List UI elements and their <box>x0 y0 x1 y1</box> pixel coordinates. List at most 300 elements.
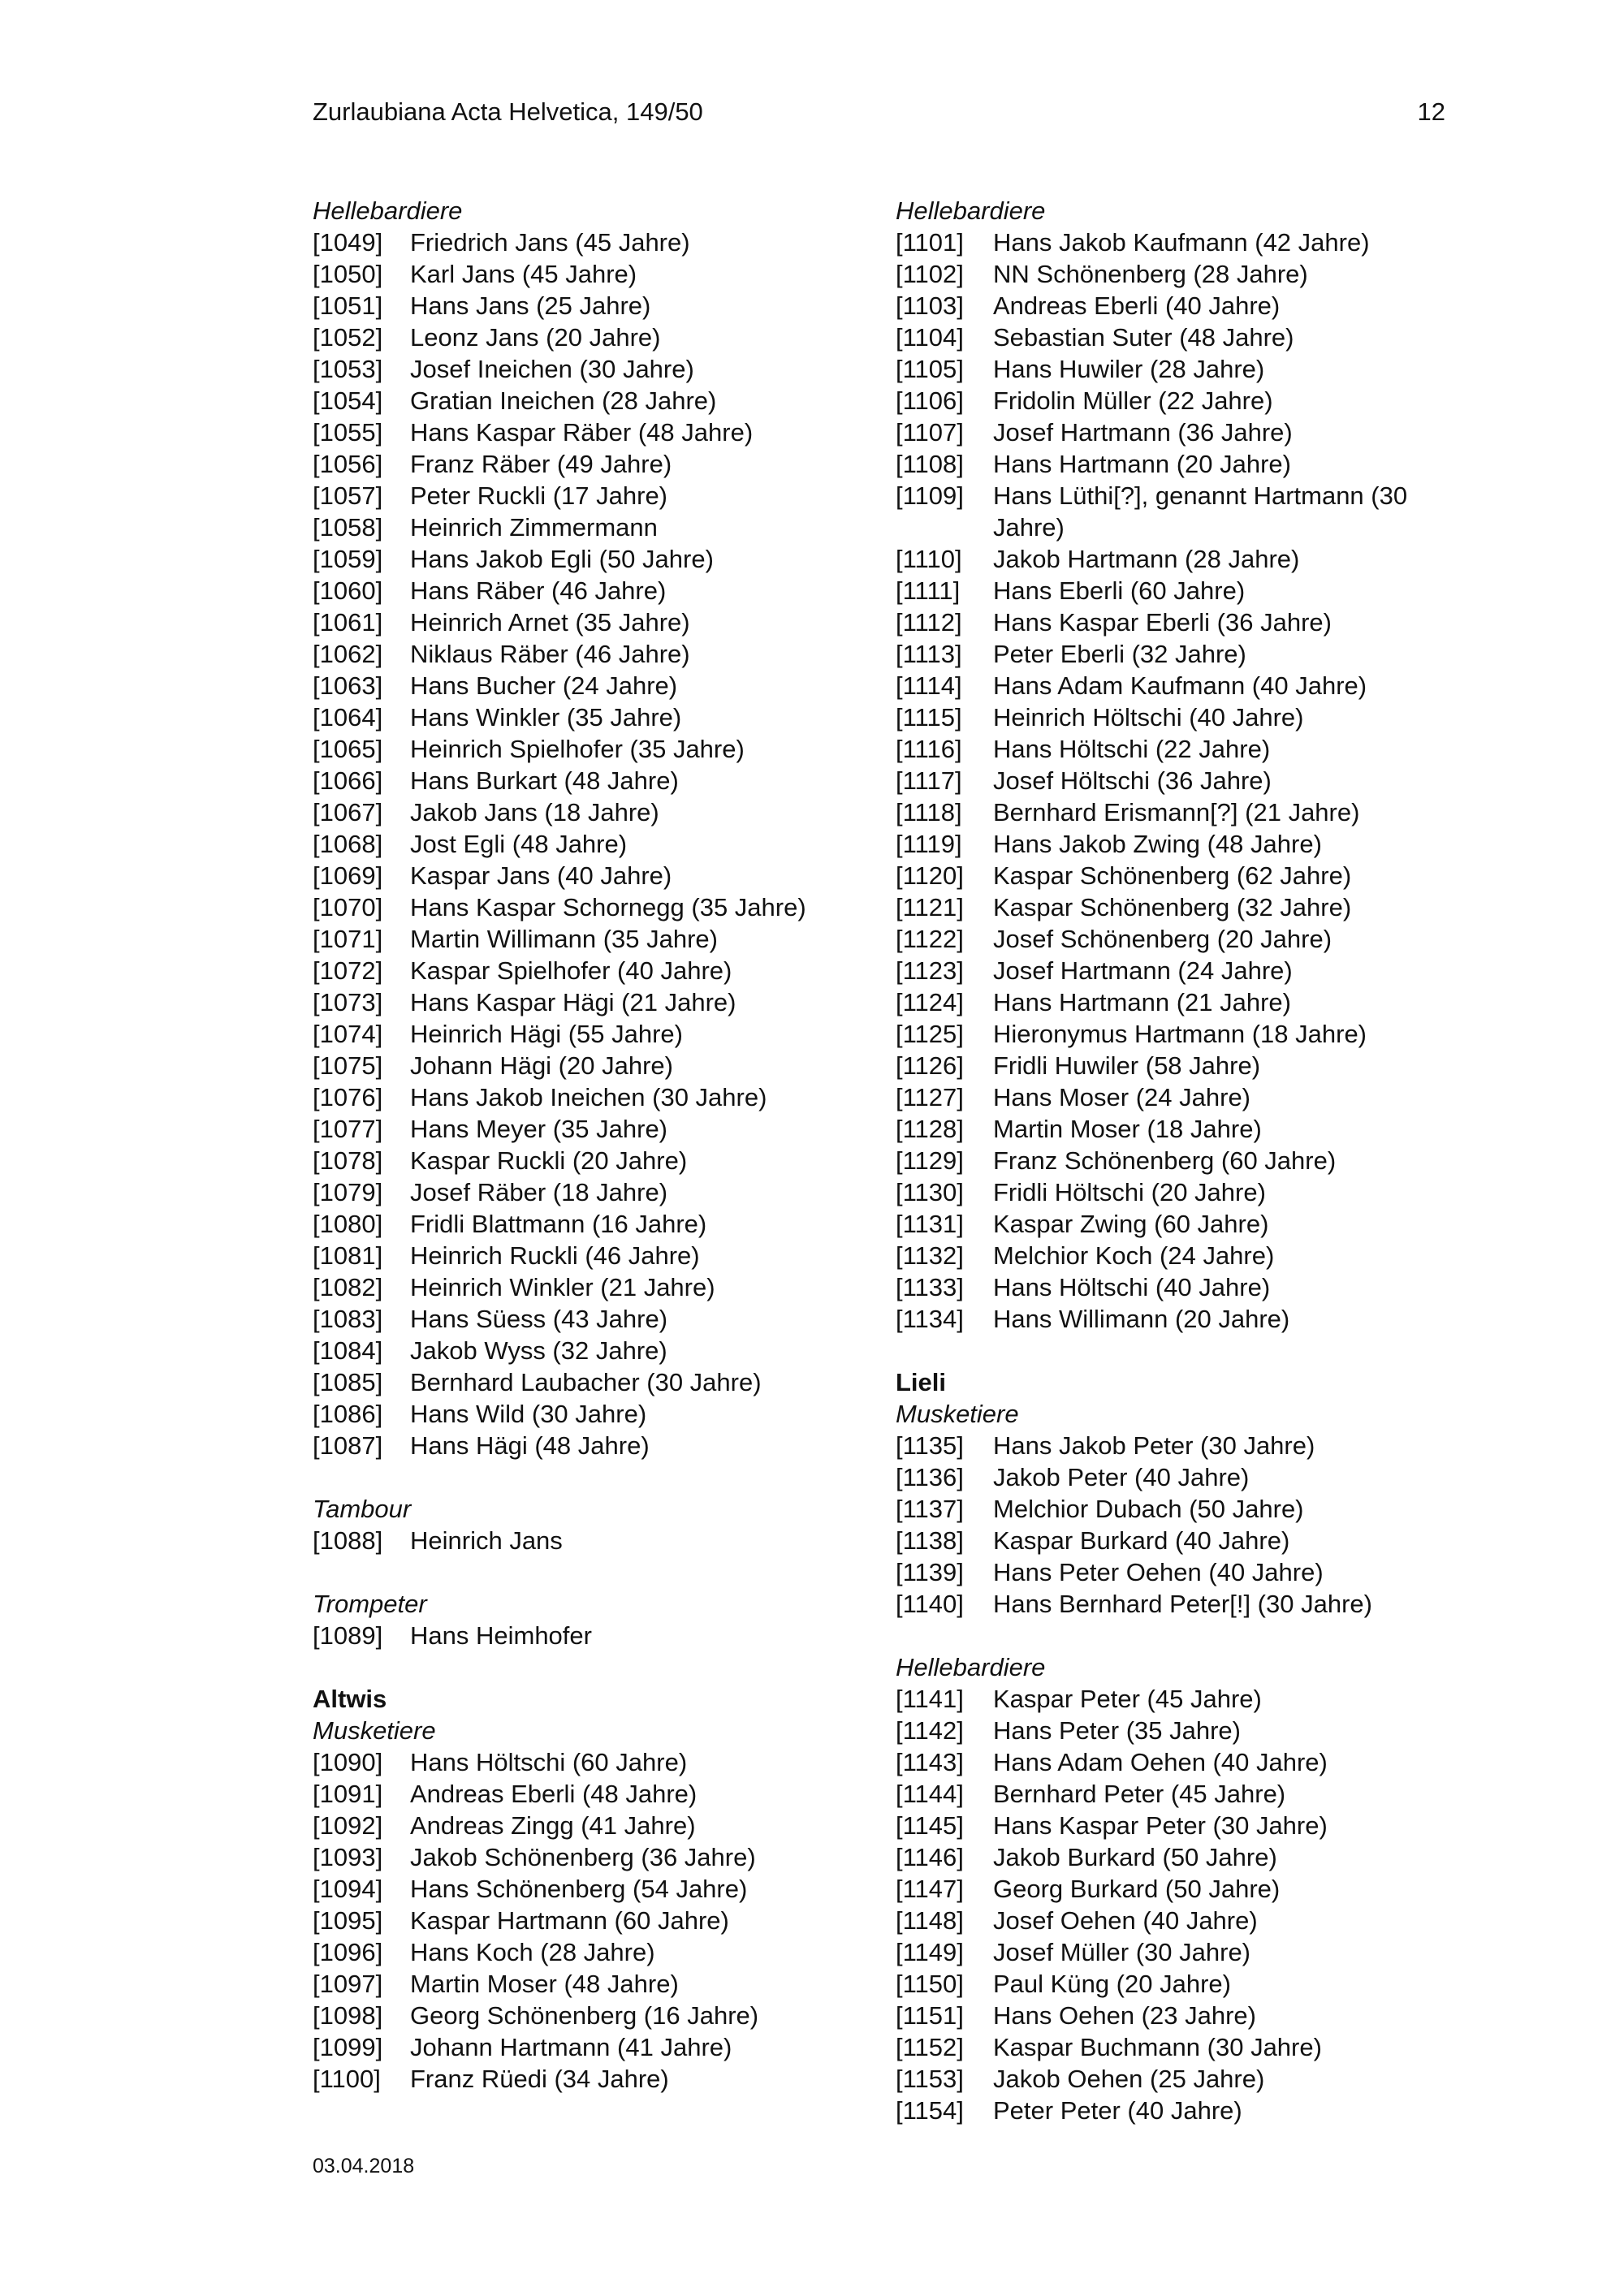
entry-name: Kaspar Buchmann (30 Jahre) <box>993 2033 1322 2061</box>
entry-name: Melchior Koch (24 Jahre) <box>993 1241 1275 1270</box>
entry-name: Georg Burkard (50 Jahre) <box>993 1875 1281 1903</box>
entry-name: Jakob Jans (18 Jahre) <box>410 798 659 826</box>
running-header-title: Zurlaubiana Acta Helvetica, 149/50 <box>313 97 703 126</box>
list-item <box>313 1018 865 1050</box>
page-number: 12 <box>1417 97 1445 126</box>
entry-name: Martin Moser (18 Jahre) <box>993 1115 1262 1143</box>
entry-number: [1136] <box>896 1463 964 1491</box>
section-spacer <box>896 1620 1448 1651</box>
entry-number: [1055] <box>313 418 383 447</box>
entry-number: [1110] <box>896 545 962 573</box>
entry-name: Josef Ineichen (30 Jahre) <box>410 355 694 383</box>
entry-number: [1090] <box>313 1748 383 1776</box>
entry-name: Peter Ruckli (17 Jahre) <box>410 481 668 510</box>
entry-name: Hans Hägi (48 Jahre) <box>410 1431 650 1460</box>
entry-name: Hans Bucher (24 Jahre) <box>410 671 678 700</box>
list-item <box>896 543 1448 575</box>
entry-number: [1127] <box>896 1083 964 1111</box>
list-item <box>313 986 865 1018</box>
entry-name: Hans Kaspar Eberli (36 Jahre) <box>993 608 1332 637</box>
list-item <box>313 860 865 891</box>
entry-name: Hans Höltschi (22 Jahre) <box>993 735 1271 763</box>
entry-number: [1098] <box>313 2001 383 2030</box>
entry-number: [1125] <box>896 1020 964 1048</box>
entry-number: [1087] <box>313 1431 383 1460</box>
entry-number: [1153] <box>896 2065 964 2093</box>
list-item <box>313 290 865 322</box>
entry-number: [1076] <box>313 1083 383 1111</box>
entry-name: Bernhard Peter (45 Jahre) <box>993 1780 1286 1808</box>
list-item <box>896 765 1448 796</box>
entry-name: Hans Willimann (20 Jahre) <box>993 1305 1290 1333</box>
entry-name: Jakob Wyss (32 Jahre) <box>410 1336 667 1365</box>
entry-number: [1064] <box>313 703 383 732</box>
list-item <box>896 2000 1448 2031</box>
list-item <box>313 923 865 955</box>
entry-name: Hans Burkart (48 Jahre) <box>410 766 679 795</box>
list-item <box>313 353 865 385</box>
list-item <box>313 416 865 448</box>
entry-name: Hans Peter (35 Jahre) <box>993 1716 1241 1745</box>
list-item <box>313 543 865 575</box>
entry-name: Hans Hartmann (21 Jahre) <box>993 988 1291 1016</box>
list-item <box>896 1873 1448 1905</box>
role-heading: Tambour <box>313 1495 412 1523</box>
entry-number: [1148] <box>896 1906 964 1935</box>
entry-number: [1070] <box>313 893 383 921</box>
entry-name: Jakob Peter (40 Jahre) <box>993 1463 1250 1491</box>
entry-name: Paul Küng (20 Jahre) <box>993 1970 1231 1998</box>
list-item <box>313 1176 865 1208</box>
list-item <box>896 1968 1448 2000</box>
list-item <box>896 1525 1448 1556</box>
entry-name: Friedrich Jans (45 Jahre) <box>410 228 690 257</box>
entry-number: [1058] <box>313 513 383 542</box>
list-item <box>313 385 865 416</box>
right-column <box>896 195 1448 2126</box>
entry-number: [1103] <box>896 291 964 320</box>
entry-number: [1131] <box>896 1210 964 1238</box>
entry-name: Hans Jakob Peter (30 Jahre) <box>993 1431 1315 1460</box>
list-item <box>896 1430 1448 1461</box>
entry-name: Bernhard Laubacher (30 Jahre) <box>410 1368 762 1396</box>
entry-number: [1144] <box>896 1780 964 1808</box>
entry-name: Georg Schönenberg (16 Jahre) <box>410 2001 759 2030</box>
list-item <box>896 1018 1448 1050</box>
entry-name: Hans Süess (43 Jahre) <box>410 1305 668 1333</box>
list-item <box>896 923 1448 955</box>
list-item <box>313 1303 865 1335</box>
entry-name: Kaspar Zwing (60 Jahre) <box>993 1210 1269 1238</box>
list-item <box>896 1493 1448 1525</box>
entry-number: [1071] <box>313 925 383 953</box>
entry-number: [1129] <box>896 1146 964 1175</box>
entry-number: [1054] <box>313 386 383 415</box>
entry-name: Hans Adam Oehen (40 Jahre) <box>993 1748 1328 1776</box>
section-spacer <box>313 1556 865 1588</box>
entry-number: [1096] <box>313 1938 383 1966</box>
entry-name: Jost Egli (48 Jahre) <box>410 830 628 858</box>
left-column <box>313 195 865 2095</box>
entry-name: Jakob Oehen (25 Jahre) <box>993 2065 1265 2093</box>
list-item <box>896 1778 1448 1810</box>
entry-number: [1088] <box>313 1526 383 1555</box>
list-item <box>896 1303 1448 1335</box>
entry-number: [1151] <box>896 2001 964 2030</box>
list-item <box>313 1905 865 1936</box>
list-item <box>313 480 865 511</box>
entry-name: Hans Adam Kaufmann (40 Jahre) <box>993 671 1367 700</box>
entry-number: [1073] <box>313 988 383 1016</box>
entry-name: Martin Moser (48 Jahre) <box>410 1970 679 1998</box>
entry-name: Josef Höltschi (36 Jahre) <box>993 766 1272 795</box>
entry-name: Heinrich Spielhofer (35 Jahre) <box>410 735 745 763</box>
role-heading: Musketiere <box>896 1400 1019 1428</box>
entry-number: [1141] <box>896 1685 964 1713</box>
entry-name: Johann Hartmann (41 Jahre) <box>410 2033 732 2061</box>
entry-name: Josef Oehen (40 Jahre) <box>993 1906 1258 1935</box>
place-heading: Lieli <box>896 1368 947 1396</box>
list-item <box>313 227 865 258</box>
entry-name: Hans Kaspar Räber (48 Jahre) <box>410 418 754 447</box>
list-item <box>896 986 1448 1018</box>
entry-name: Josef Hartmann (36 Jahre) <box>993 418 1293 447</box>
list-item <box>313 796 865 828</box>
entry-name: Jakob Burkard (50 Jahre) <box>993 1843 1277 1871</box>
entry-number: [1128] <box>896 1115 964 1143</box>
entry-name: Hans Eberli (60 Jahre) <box>993 576 1246 605</box>
entry-number: [1061] <box>313 608 383 637</box>
list-item <box>313 606 865 638</box>
entry-number: [1102] <box>896 260 964 288</box>
list-item <box>896 1588 1448 1620</box>
entry-number: [1081] <box>313 1241 383 1270</box>
list-item <box>896 258 1448 290</box>
entry-number: [1114] <box>896 671 962 700</box>
entry-number: [1142] <box>896 1716 964 1745</box>
entry-number: [1095] <box>313 1906 383 1935</box>
entry-number: [1062] <box>313 640 383 668</box>
entry-number: [1133] <box>896 1273 964 1301</box>
list-item <box>313 1398 865 1430</box>
entry-name: Karl Jans (45 Jahre) <box>410 260 637 288</box>
entry-number: [1056] <box>313 450 383 478</box>
entry-number: [1124] <box>896 988 964 1016</box>
entry-name: Hans Hartmann (20 Jahre) <box>993 450 1291 478</box>
entry-number: [1140] <box>896 1590 964 1618</box>
list-item <box>313 2000 865 2031</box>
entry-number: [1063] <box>313 671 383 700</box>
list-item <box>313 448 865 480</box>
entry-name: Hieronymus Hartmann (18 Jahre) <box>993 1020 1367 1048</box>
list-item <box>313 765 865 796</box>
entry-name: Hans Koch (28 Jahre) <box>410 1938 655 1966</box>
entry-name: Melchior Dubach (50 Jahre) <box>993 1495 1304 1523</box>
entry-name: Sebastian Suter (48 Jahre) <box>993 323 1294 352</box>
entry-name: Andreas Zingg (41 Jahre) <box>410 1811 696 1840</box>
list-item <box>896 1556 1448 1588</box>
place-heading: Altwis <box>313 1685 387 1713</box>
entry-number: [1084] <box>313 1336 383 1365</box>
list-item <box>896 290 1448 322</box>
list-item <box>313 322 865 353</box>
list-item <box>313 1081 865 1113</box>
list-item <box>313 1050 865 1081</box>
entry-name: Hans Heimhofer <box>410 1621 592 1650</box>
list-item <box>896 1461 1448 1493</box>
list-item <box>313 1841 865 1873</box>
entry-number: [1113] <box>896 640 962 668</box>
list-item <box>896 353 1448 385</box>
entry-number: [1093] <box>313 1843 383 1871</box>
list-item <box>896 2095 1448 2126</box>
entry-number: [1065] <box>313 735 383 763</box>
list-item <box>313 955 865 986</box>
entry-number: [1052] <box>313 323 383 352</box>
entry-number: [1060] <box>313 576 383 605</box>
entry-number: [1147] <box>896 1875 964 1903</box>
list-item <box>896 1683 1448 1715</box>
list-item <box>313 2063 865 2095</box>
entry-name: Kaspar Schönenberg (62 Jahre) <box>993 861 1352 890</box>
list-item <box>313 1240 865 1271</box>
list-item <box>896 2031 1448 2063</box>
entry-number: [1145] <box>896 1811 964 1840</box>
entry-number: [1053] <box>313 355 383 383</box>
list-item <box>313 2031 865 2063</box>
list-item <box>896 638 1448 670</box>
entry-name: Fridli Höltschi (20 Jahre) <box>993 1178 1266 1206</box>
entry-name: Kaspar Spielhofer (40 Jahre) <box>410 956 732 985</box>
entry-name: NN Schönenberg (28 Jahre) <box>993 260 1308 288</box>
entry-number: [1119] <box>896 830 962 858</box>
entry-name: Andreas Eberli (40 Jahre) <box>993 291 1281 320</box>
entry-name: Hans Schönenberg (54 Jahre) <box>410 1875 748 1903</box>
list-item <box>896 733 1448 765</box>
entry-number: [1092] <box>313 1811 383 1840</box>
list-item <box>313 1810 865 1841</box>
entry-number: [1130] <box>896 1178 964 1206</box>
entry-number: [1154] <box>896 2096 964 2125</box>
list-item <box>313 1525 865 1556</box>
entry-name: Andreas Eberli (48 Jahre) <box>410 1780 698 1808</box>
section-spacer <box>313 1651 865 1683</box>
list-item <box>896 385 1448 416</box>
entry-number: [1109] <box>896 481 964 510</box>
list-item <box>896 227 1448 258</box>
list-item <box>896 1936 1448 1968</box>
entry-number: [1123] <box>896 956 964 985</box>
entry-number: [1150] <box>896 1970 964 1998</box>
list-item <box>313 701 865 733</box>
entry-name: Hans Wild (30 Jahre) <box>410 1400 647 1428</box>
list-item <box>313 1936 865 1968</box>
entry-name: Hans Räber (46 Jahre) <box>410 576 667 605</box>
entry-number: [1067] <box>313 798 383 826</box>
role-heading: Hellebardiere <box>313 196 463 225</box>
entry-number: [1099] <box>313 2033 383 2061</box>
entry-number: [1143] <box>896 1748 964 1776</box>
entry-name: Fridli Huwiler (58 Jahre) <box>993 1051 1261 1080</box>
list-item <box>896 701 1448 733</box>
list-item <box>313 1778 865 1810</box>
role-heading: Hellebardiere <box>896 1653 1046 1681</box>
entry-name: Hans Kaspar Schornegg (35 Jahre) <box>410 893 806 921</box>
entry-number: [1078] <box>313 1146 383 1175</box>
entry-number: [1149] <box>896 1938 964 1966</box>
entry-number: [1106] <box>896 386 964 415</box>
entry-name: Leonz Jans (20 Jahre) <box>410 323 661 352</box>
list-item <box>896 1271 1448 1303</box>
entry-name: Heinrich Ruckli (46 Jahre) <box>410 1241 700 1270</box>
entry-number: [1085] <box>313 1368 383 1396</box>
entry-name: Heinrich Winkler (21 Jahre) <box>410 1273 715 1301</box>
list-item <box>313 258 865 290</box>
list-item <box>313 891 865 923</box>
list-item <box>313 733 865 765</box>
entry-name: Hans Jakob Ineichen (30 Jahre) <box>410 1083 767 1111</box>
entry-name: Hans Jakob Kaufmann (42 Jahre) <box>993 228 1370 257</box>
entry-name: Fridolin Müller (22 Jahre) <box>993 386 1273 415</box>
entry-number: [1135] <box>896 1431 964 1460</box>
entry-number: [1132] <box>896 1241 964 1270</box>
entry-name: Heinrich Hägi (55 Jahre) <box>410 1020 683 1048</box>
list-item <box>896 416 1448 448</box>
list-item <box>896 1081 1448 1113</box>
entry-number: [1138] <box>896 1526 964 1555</box>
entry-number: [1116] <box>896 735 962 763</box>
entry-name: Josef Hartmann (24 Jahre) <box>993 956 1293 985</box>
entry-name: Jakob Hartmann (28 Jahre) <box>993 545 1300 573</box>
entry-name: Hans Bernhard Peter[!] (30 Jahre) <box>993 1590 1372 1618</box>
entry-number: [1082] <box>313 1273 383 1301</box>
entry-name: Hans Kaspar Peter (30 Jahre) <box>993 1811 1328 1840</box>
entry-name: Heinrich Zimmermann <box>410 513 658 542</box>
entry-number: [1091] <box>313 1780 383 1808</box>
list-item <box>896 1240 1448 1271</box>
entry-number: [1152] <box>896 2033 964 2061</box>
list-item <box>313 1145 865 1176</box>
entry-name: Franz Schönenberg (60 Jahre) <box>993 1146 1337 1175</box>
entry-number: [1072] <box>313 956 383 985</box>
entry-name: Franz Räber (49 Jahre) <box>410 450 672 478</box>
list-item <box>313 511 865 543</box>
entry-name: Kaspar Hartmann (60 Jahre) <box>410 1906 729 1935</box>
entry-number: [1105] <box>896 355 964 383</box>
entry-name: Kaspar Schönenberg (32 Jahre) <box>993 893 1352 921</box>
entry-number: [1069] <box>313 861 383 890</box>
list-item <box>313 1430 865 1461</box>
entry-number: [1079] <box>313 1178 383 1206</box>
list-item <box>313 1366 865 1398</box>
entry-number: [1068] <box>313 830 383 858</box>
list-item <box>896 2063 1448 2095</box>
entry-number: [1122] <box>896 925 964 953</box>
entry-number: [1077] <box>313 1115 383 1143</box>
entry-number: [1100] <box>313 2065 381 2093</box>
entry-number: [1146] <box>896 1843 964 1871</box>
entry-number: [1134] <box>896 1305 964 1333</box>
entry-name: Peter Peter (40 Jahre) <box>993 2096 1242 2125</box>
entry-name: Peter Eberli (32 Jahre) <box>993 640 1246 668</box>
entry-name: Hans Jans (25 Jahre) <box>410 291 651 320</box>
entry-number: [1118] <box>896 798 962 826</box>
list-item <box>896 955 1448 986</box>
entry-number: [1089] <box>313 1621 383 1650</box>
list-item <box>896 670 1448 701</box>
entry-name: Jakob Schönenberg (36 Jahre) <box>410 1843 756 1871</box>
entry-name: Heinrich Arnet (35 Jahre) <box>410 608 690 637</box>
entry-name: Johann Hägi (20 Jahre) <box>410 1051 673 1080</box>
entry-name: Kaspar Ruckli (20 Jahre) <box>410 1146 688 1175</box>
entry-number: [1137] <box>896 1495 964 1523</box>
list-item <box>896 322 1448 353</box>
list-item <box>896 1746 1448 1778</box>
list-item <box>896 1176 1448 1208</box>
entry-number: [1086] <box>313 1400 383 1428</box>
entry-name: Josef Räber (18 Jahre) <box>410 1178 668 1206</box>
entry-number: [1075] <box>313 1051 383 1080</box>
entry-number: [1139] <box>896 1558 964 1586</box>
entry-name: Gratian Ineichen (28 Jahre) <box>410 386 717 415</box>
list-item <box>896 1715 1448 1746</box>
list-item <box>896 860 1448 891</box>
section-spacer <box>313 1461 865 1493</box>
entry-name: Hans Peter Oehen (40 Jahre) <box>993 1558 1324 1586</box>
entry-name: Hans Winkler (35 Jahre) <box>410 703 682 732</box>
list-item <box>896 1905 1448 1936</box>
entry-number: [1057] <box>313 481 383 510</box>
entry-name: Hans Oehen (23 Jahre) <box>993 2001 1256 2030</box>
entry-name: Hans Jakob Egli (50 Jahre) <box>410 545 714 573</box>
entry-number: [1112] <box>896 608 962 637</box>
entry-name: Josef Müller (30 Jahre) <box>993 1938 1251 1966</box>
entry-name: Bernhard Erismann[?] (21 Jahre) <box>993 798 1360 826</box>
entry-name: Kaspar Jans (40 Jahre) <box>410 861 672 890</box>
role-heading: Trompeter <box>313 1590 427 1618</box>
entry-name: Hans Jakob Zwing (48 Jahre) <box>993 830 1322 858</box>
entry-number: [1059] <box>313 545 383 573</box>
list-item <box>896 1050 1448 1081</box>
entry-name: Heinrich Höltschi (40 Jahre) <box>993 703 1304 732</box>
role-heading: Musketiere <box>313 1716 436 1745</box>
entry-name: Josef Schönenberg (20 Jahre) <box>993 925 1332 953</box>
list-item <box>896 1208 1448 1240</box>
entry-number: [1111] <box>896 576 961 605</box>
list-item <box>896 891 1448 923</box>
list-item <box>313 1335 865 1366</box>
list-item <box>313 670 865 701</box>
entry-name: Hans Moser (24 Jahre) <box>993 1083 1251 1111</box>
list-item <box>313 828 865 860</box>
section-spacer <box>896 1335 1448 1366</box>
list-item <box>896 606 1448 638</box>
entry-number: [1120] <box>896 861 964 890</box>
entry-name: Hans Höltschi (40 Jahre) <box>993 1273 1271 1301</box>
entry-number: [1104] <box>896 323 964 352</box>
entry-name: Hans Huwiler (28 Jahre) <box>993 355 1265 383</box>
list-item <box>313 1208 865 1240</box>
entry-name: Kaspar Peter (45 Jahre) <box>993 1685 1262 1713</box>
list-item <box>313 1873 865 1905</box>
entry-number: [1066] <box>313 766 383 795</box>
entry-number: [1094] <box>313 1875 383 1903</box>
entry-number: [1101] <box>896 228 964 257</box>
entry-number: [1050] <box>313 260 383 288</box>
list-item <box>896 796 1448 828</box>
entry-name: Hans Kaspar Hägi (21 Jahre) <box>410 988 736 1016</box>
entry-name: Kaspar Burkard (40 Jahre) <box>993 1526 1290 1555</box>
